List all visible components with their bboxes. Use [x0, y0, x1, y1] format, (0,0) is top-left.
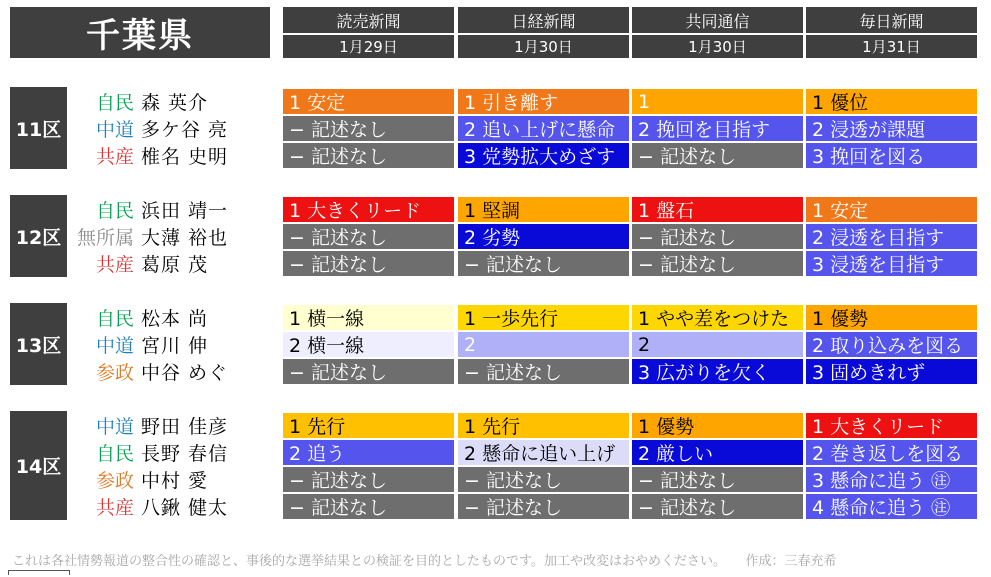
- party-label: 共産: [95, 497, 134, 519]
- newspaper-header: 読売新聞: [283, 7, 454, 33]
- forecast-cell: 1 やや差をつけた: [632, 305, 803, 330]
- newspaper-date: 1月31日: [806, 35, 977, 58]
- forecast-cell: 3 懸命に追う ㊟: [806, 467, 977, 492]
- forecast-cell: 1 横一線: [283, 305, 454, 330]
- forecast-cell: − 記述なし: [632, 494, 803, 519]
- forecast-cell: 2 巻き返しを図る: [806, 440, 977, 465]
- forecast-cell: 1 大きくリード: [283, 197, 454, 222]
- newspaper-header: 毎日新聞: [806, 7, 977, 33]
- newspaper-date: 1月30日: [458, 35, 629, 58]
- forecast-cell: − 記述なし: [458, 467, 629, 492]
- forecast-cell: 2 取り込みを図る: [806, 332, 977, 357]
- forecast-cell: 2 懸命に追い上げ: [458, 440, 629, 465]
- forecast-cell: 1 一歩先行: [458, 305, 629, 330]
- newspaper-header: 日経新聞: [458, 7, 629, 33]
- forecast-cell: 1 引き離す: [458, 89, 629, 114]
- forecast-cell: − 記述なし: [283, 224, 454, 249]
- candidate-name: 森 英介: [141, 92, 209, 114]
- forecast-cell: 2 劣勢: [458, 224, 629, 249]
- forecast-cell: − 記述なし: [632, 143, 803, 168]
- forecast-cell: − 記述なし: [283, 467, 454, 492]
- footer-note: これは各社情勢報道の整合性の確認と、事後的な選挙結果との検証を目的としたものです。加工や改変はおやめください。 作成：三春充希: [12, 554, 837, 569]
- forecast-cell: − 記述なし: [283, 494, 454, 519]
- candidate-name: 松本 尚: [141, 308, 209, 330]
- party-label: 共産: [95, 254, 134, 276]
- forecast-cell: 1 大きくリード: [806, 413, 977, 438]
- candidate-name: 中谷 めぐ: [141, 362, 229, 384]
- candidate-name: 葛原 茂: [141, 254, 209, 276]
- forecast-cell: − 記述なし: [632, 251, 803, 276]
- forecast-cell: 1 堅調: [458, 197, 629, 222]
- district-label: 11区: [10, 87, 67, 169]
- district-label: 14区: [10, 411, 67, 520]
- forecast-cell: 3 固めきれず: [806, 359, 977, 384]
- footer-mark: [8, 570, 70, 575]
- party-label: 参政: [95, 362, 134, 384]
- party-label: 中道: [95, 335, 134, 357]
- forecast-cell: 3 浸透を目指す: [806, 251, 977, 276]
- forecast-cell: 1: [632, 89, 803, 114]
- candidate-name: 浜田 靖一: [141, 200, 229, 222]
- forecast-cell: 2 挽回を目指す: [632, 116, 803, 141]
- forecast-cell: 2 追い上げに懸命: [458, 116, 629, 141]
- candidate-name: 野田 佳彦: [141, 416, 229, 438]
- forecast-cell: 2: [632, 332, 803, 357]
- forecast-cell: − 記述なし: [458, 359, 629, 384]
- forecast-cell: 1 優勢: [806, 305, 977, 330]
- forecast-cell: − 記述なし: [283, 251, 454, 276]
- forecast-cell: − 記述なし: [458, 494, 629, 519]
- candidate-name: 長野 春信: [141, 443, 229, 465]
- forecast-cell: 3 広がりを欠く: [632, 359, 803, 384]
- party-label: 無所属: [76, 227, 134, 249]
- forecast-cell: 1 盤石: [632, 197, 803, 222]
- candidate-name: 大薄 裕也: [141, 227, 229, 249]
- district-label: 12区: [10, 195, 67, 277]
- forecast-cell: 1 安定: [806, 197, 977, 222]
- party-label: 参政: [95, 470, 134, 492]
- forecast-cell: − 記述なし: [283, 143, 454, 168]
- candidate-name: 宮川 伸: [141, 335, 209, 357]
- prefecture-title: 千葉県: [10, 7, 270, 58]
- candidate-name: 椎名 史明: [141, 146, 229, 168]
- forecast-cell: − 記述なし: [632, 467, 803, 492]
- candidate-name: 八鍬 健太: [141, 497, 229, 519]
- party-label: 自民: [95, 200, 134, 222]
- forecast-cell: 3 党勢拡大めざす: [458, 143, 629, 168]
- forecast-cell: − 記述なし: [458, 251, 629, 276]
- forecast-cell: 2 横一線: [283, 332, 454, 357]
- party-label: 共産: [95, 146, 134, 168]
- forecast-cell: 2: [458, 332, 629, 357]
- forecast-cell: 3 挽回を図る: [806, 143, 977, 168]
- forecast-cell: 1 先行: [458, 413, 629, 438]
- party-label: 自民: [95, 443, 134, 465]
- newspaper-header: 共同通信: [632, 7, 803, 33]
- forecast-cell: 2 浸透を目指す: [806, 224, 977, 249]
- party-label: 自民: [95, 92, 134, 114]
- newspaper-date: 1月29日: [283, 35, 454, 58]
- forecast-cell: − 記述なし: [632, 224, 803, 249]
- newspaper-date: 1月30日: [632, 35, 803, 58]
- forecast-cell: 2 追う: [283, 440, 454, 465]
- candidate-name: 中村 愛: [141, 470, 209, 492]
- forecast-cell: 1 優位: [806, 89, 977, 114]
- forecast-cell: 1 先行: [283, 413, 454, 438]
- forecast-cell: 4 懸命に追う ㊟: [806, 494, 977, 519]
- party-label: 自民: [95, 308, 134, 330]
- forecast-cell: 2 厳しい: [632, 440, 803, 465]
- party-label: 中道: [95, 416, 134, 438]
- forecast-cell: 1 優勢: [632, 413, 803, 438]
- forecast-cell: − 記述なし: [283, 359, 454, 384]
- candidate-name: 多ケ谷 亮: [141, 119, 229, 141]
- district-label: 13区: [10, 303, 67, 385]
- party-label: 中道: [95, 119, 134, 141]
- forecast-cell: 1 安定: [283, 89, 454, 114]
- forecast-cell: 2 浸透が課題: [806, 116, 977, 141]
- forecast-cell: − 記述なし: [283, 116, 454, 141]
